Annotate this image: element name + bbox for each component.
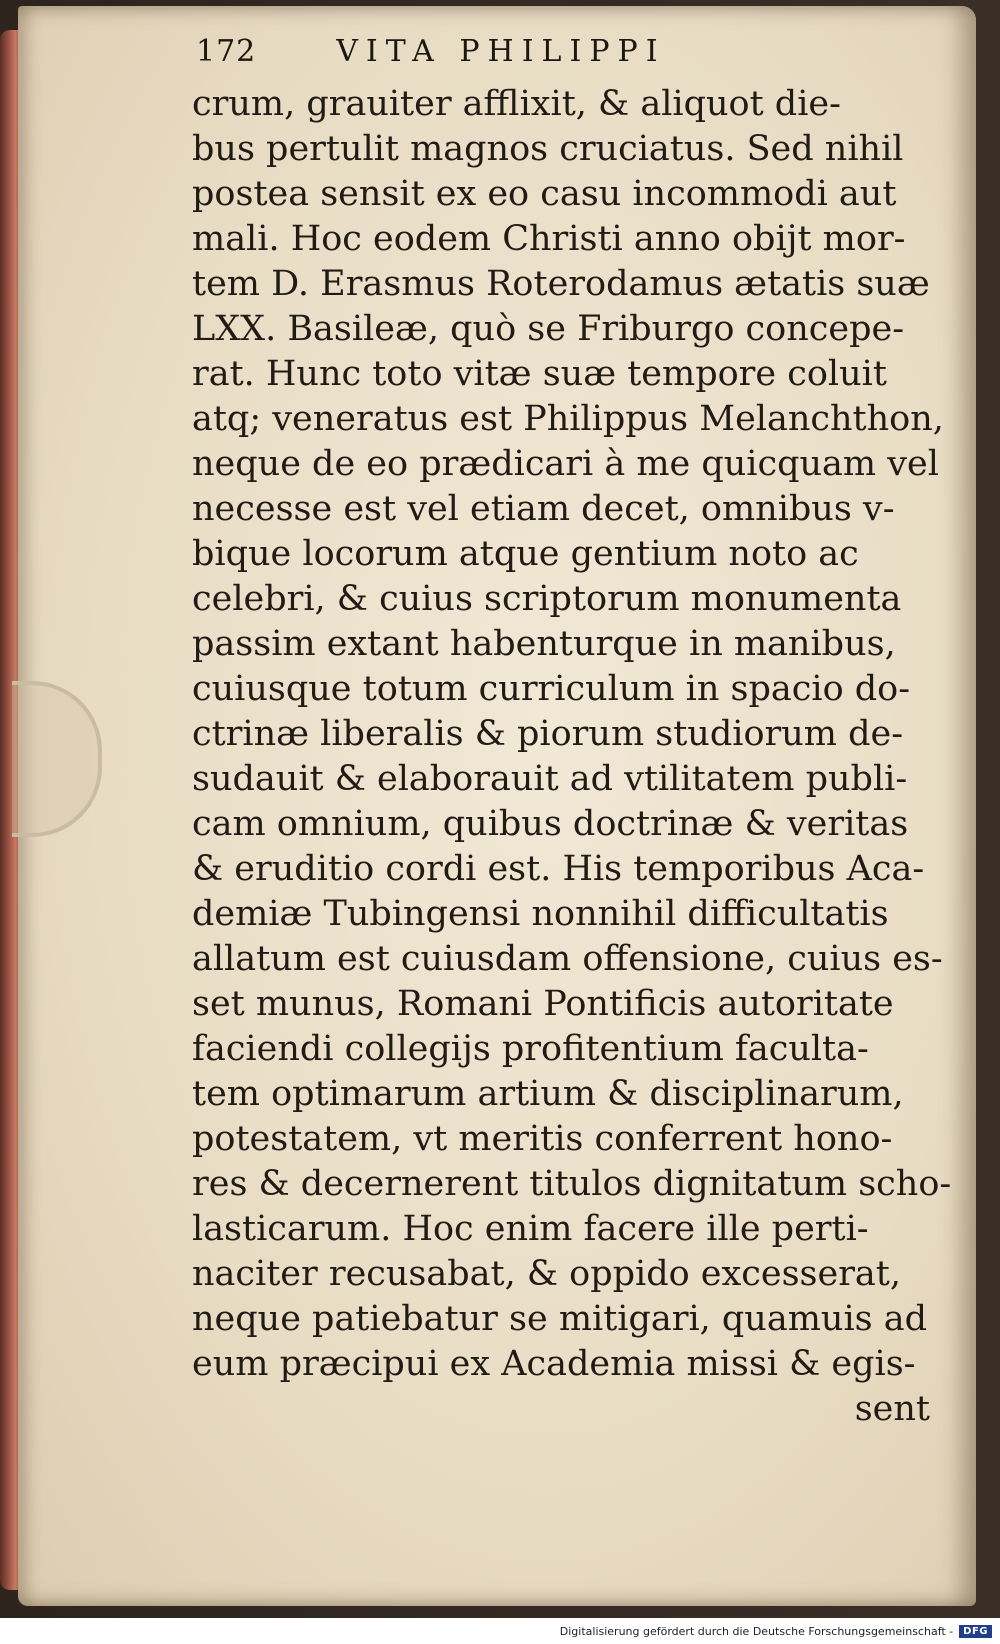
dfg-logo: DFG (959, 1625, 992, 1638)
text-line: eum præcipui ex Academia missi & egis- (192, 1344, 916, 1384)
text-line: celebri, & cuius scriptorum monumenta (192, 579, 902, 619)
text-line: naciter recusabat, & oppido excesserat, (192, 1254, 901, 1294)
text-line: cuiusque totum curriculum in spacio do- (192, 669, 911, 709)
text-line: neque de eo prædicari à me quicquam vel (192, 444, 939, 484)
text-block (192, 82, 952, 1432)
text-line: crum, grauiter afflixit, & aliquot die- (192, 84, 841, 124)
text-line: necesse est vel etiam decet, omnibus v- (192, 489, 895, 529)
running-title: VITA PHILIPPI (336, 33, 666, 69)
text-line: bus pertulit magnos cruciatus. Sed nihil (192, 129, 904, 169)
text-line: LXX. Basileæ, quò se Friburgo concepe- (192, 309, 905, 349)
book-clasp (12, 681, 102, 837)
funding-notice: Digitalisierung gefördert durch die Deutsche Forschungsgemeinschaft - (559, 1624, 954, 1638)
digitization-footer (0, 1618, 1000, 1644)
text-line: passim extant habenturque in manibus, (192, 624, 896, 664)
text-line: allatum est cuiusdam offensione, cuius es- (192, 939, 943, 979)
text-line: demiæ Tubingensi nonnihil difficultatis (192, 894, 889, 934)
text-line: set munus, Romani Pontificis autoritate (192, 984, 894, 1024)
text-line: potestatem, vt meritis conferrent hono- (192, 1119, 893, 1159)
page-number: 172 (196, 33, 257, 69)
text-line: tem D. Erasmus Roterodamus ætatis suæ (192, 264, 930, 304)
text-line: atq; veneratus est Philippus Melanchthon, (192, 399, 944, 439)
text-line: tem optimarum artium & disciplinarum, (192, 1074, 904, 1114)
text-line: lasticarum. Hoc enim facere ille perti- (192, 1209, 869, 1249)
text-line: faciendi collegijs profitentium faculta- (192, 1029, 869, 1069)
text-line: mali. Hoc eodem Christi anno obijt mor- (192, 219, 906, 259)
catchword: sent (854, 1389, 930, 1429)
text-line: ctrinæ liberalis & piorum studiorum de- (192, 714, 904, 754)
text-line: postea sensit ex eo casu incommodi aut (192, 174, 897, 214)
text-line: & eruditio cordi est. His temporibus Aca- (192, 849, 925, 889)
text-line: sudauit & elaborauit ad vtilitatem publi- (192, 759, 908, 799)
running-head (196, 28, 836, 74)
text-line: neque patiebatur se mitigari, quamuis ad (192, 1299, 927, 1339)
text-line: rat. Hunc toto vitæ suæ tempore coluit (192, 354, 887, 394)
text-line: res & decernerent titulos dignitatum scho- (192, 1164, 952, 1204)
text-line: bique locorum atque gentium noto ac (192, 534, 859, 574)
text-line: cam omnium, quibus doctrinæ & veritas (192, 804, 909, 844)
